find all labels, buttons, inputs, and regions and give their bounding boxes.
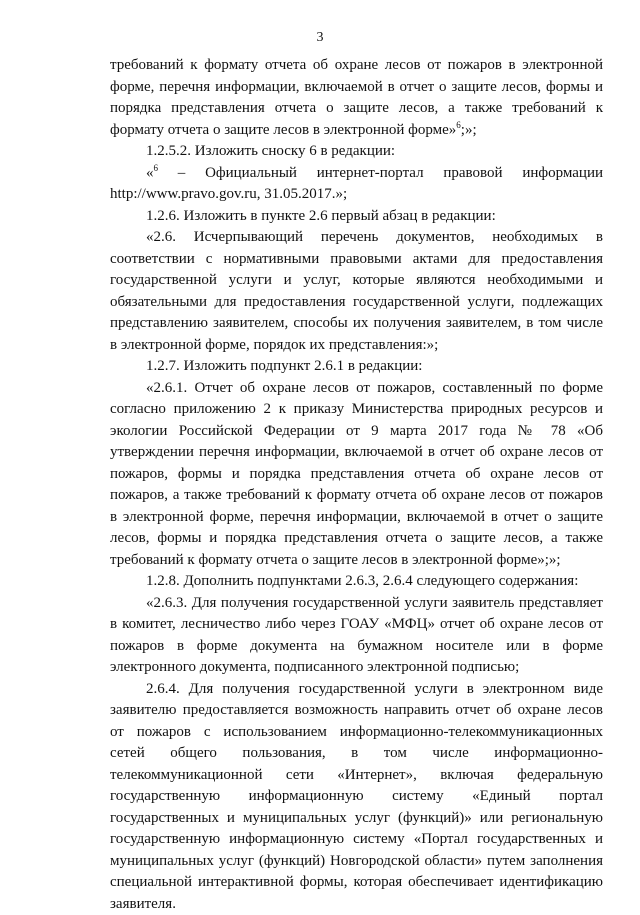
paragraph-text: требований к формату отчета об охране лесов от пожаров в электронной форме, перечня информации, включаемой в отчет о защите лесов, формы и порядка представления отчета о защите лесов, а также требований к формату отчета о защите лесов в электронной форме»	[110, 57, 603, 138]
page-number: 3	[0, 30, 640, 46]
paragraph	[110, 356, 603, 378]
paragraph	[110, 378, 603, 572]
paragraph	[110, 593, 603, 679]
body-text	[110, 55, 603, 915]
paragraph	[110, 55, 603, 141]
paragraph	[110, 571, 603, 593]
paragraph	[110, 227, 603, 356]
footnote-marker: 6	[456, 120, 461, 130]
paragraph-text: 2.6.4. Для получения государственной услуги в электронном виде заявителю предоставляется возможность направить отчет об охране лесов от пожаров с использованием информационно-телекоммуникационных сетей общего пользования, в том числе информационно-телекоммуникационной сети «Интернет», включая федеральную государственную информационную систему «Единый портал государственных и муниципальных услуг (функций)» или региональную государственную информационную систему «Портал государственных и муниципальных услуг (функций) Новгородской области» путем заполнения специальной интерактивной формы, которая обеспечивает идентификацию заявителя.	[110, 681, 603, 912]
paragraph-text-tail: ;»;	[461, 122, 477, 138]
paragraph-text-tail: – Официальный интернет-портал правовой информации http://www.pravo.gov.ru, 31.05.2017.»;	[110, 165, 603, 203]
footnote-marker: 6	[154, 163, 159, 173]
paragraph	[110, 206, 603, 228]
paragraph-text: «2.6.3. Для получения государственной услуги заявитель представляет в комитет, лесничество либо через ГОАУ «МФЦ» отчет об охране лесов от пожаров в форме документа на бумажном носителе или в форме электронного документа, подписанного электронной подписью;	[110, 595, 603, 676]
paragraph-text: 1.2.7. Изложить подпункт 2.6.1 в редакции:	[146, 358, 422, 374]
paragraph-text: «2.6.1. Отчет об охране лесов от пожаров, составленный по форме согласно приложению 2 к приказу Министерства природных ресурсов и экологии Российской Федерации от 9 марта 2017 года № 78 «Об утверждении перечня информации, включаемой в отчет об охране лесов от пожаров, формы и порядка представления отчета об охране лесов от пожаров, а также требований к формату отчета об охране лесов от пожаров в электронной форме, перечня информации, включаемой в отчет о защите лесов, формы и порядка представления отчета о защите лесов, а также требований к формату отчета о защите лесов в электронной форме»;»;	[110, 380, 603, 568]
paragraph	[110, 141, 603, 163]
paragraph-text: «2.6. Исчерпывающий перечень документов, необходимых в соответствии с нормативными правовыми актами для предоставления государственной услуги и услуг, которые являются необходимыми и обязательными для предоставления государственной услуги, подлежащих представлению заявителем, способы их получения заявителем, в том числе в электронной форме, порядок их представления:»;	[110, 229, 603, 353]
paragraph	[110, 163, 603, 206]
paragraph-text: «	[146, 165, 154, 181]
paragraph-text: 1.2.8. Дополнить подпунктами 2.6.3, 2.6.4 следующего содержания:	[146, 573, 578, 589]
paragraph-text: 1.2.6. Изложить в пункте 2.6 первый абзац в редакции:	[146, 208, 496, 224]
paragraph-text: 1.2.5.2. Изложить сноску 6 в редакции:	[146, 143, 395, 159]
paragraph	[110, 679, 603, 915]
